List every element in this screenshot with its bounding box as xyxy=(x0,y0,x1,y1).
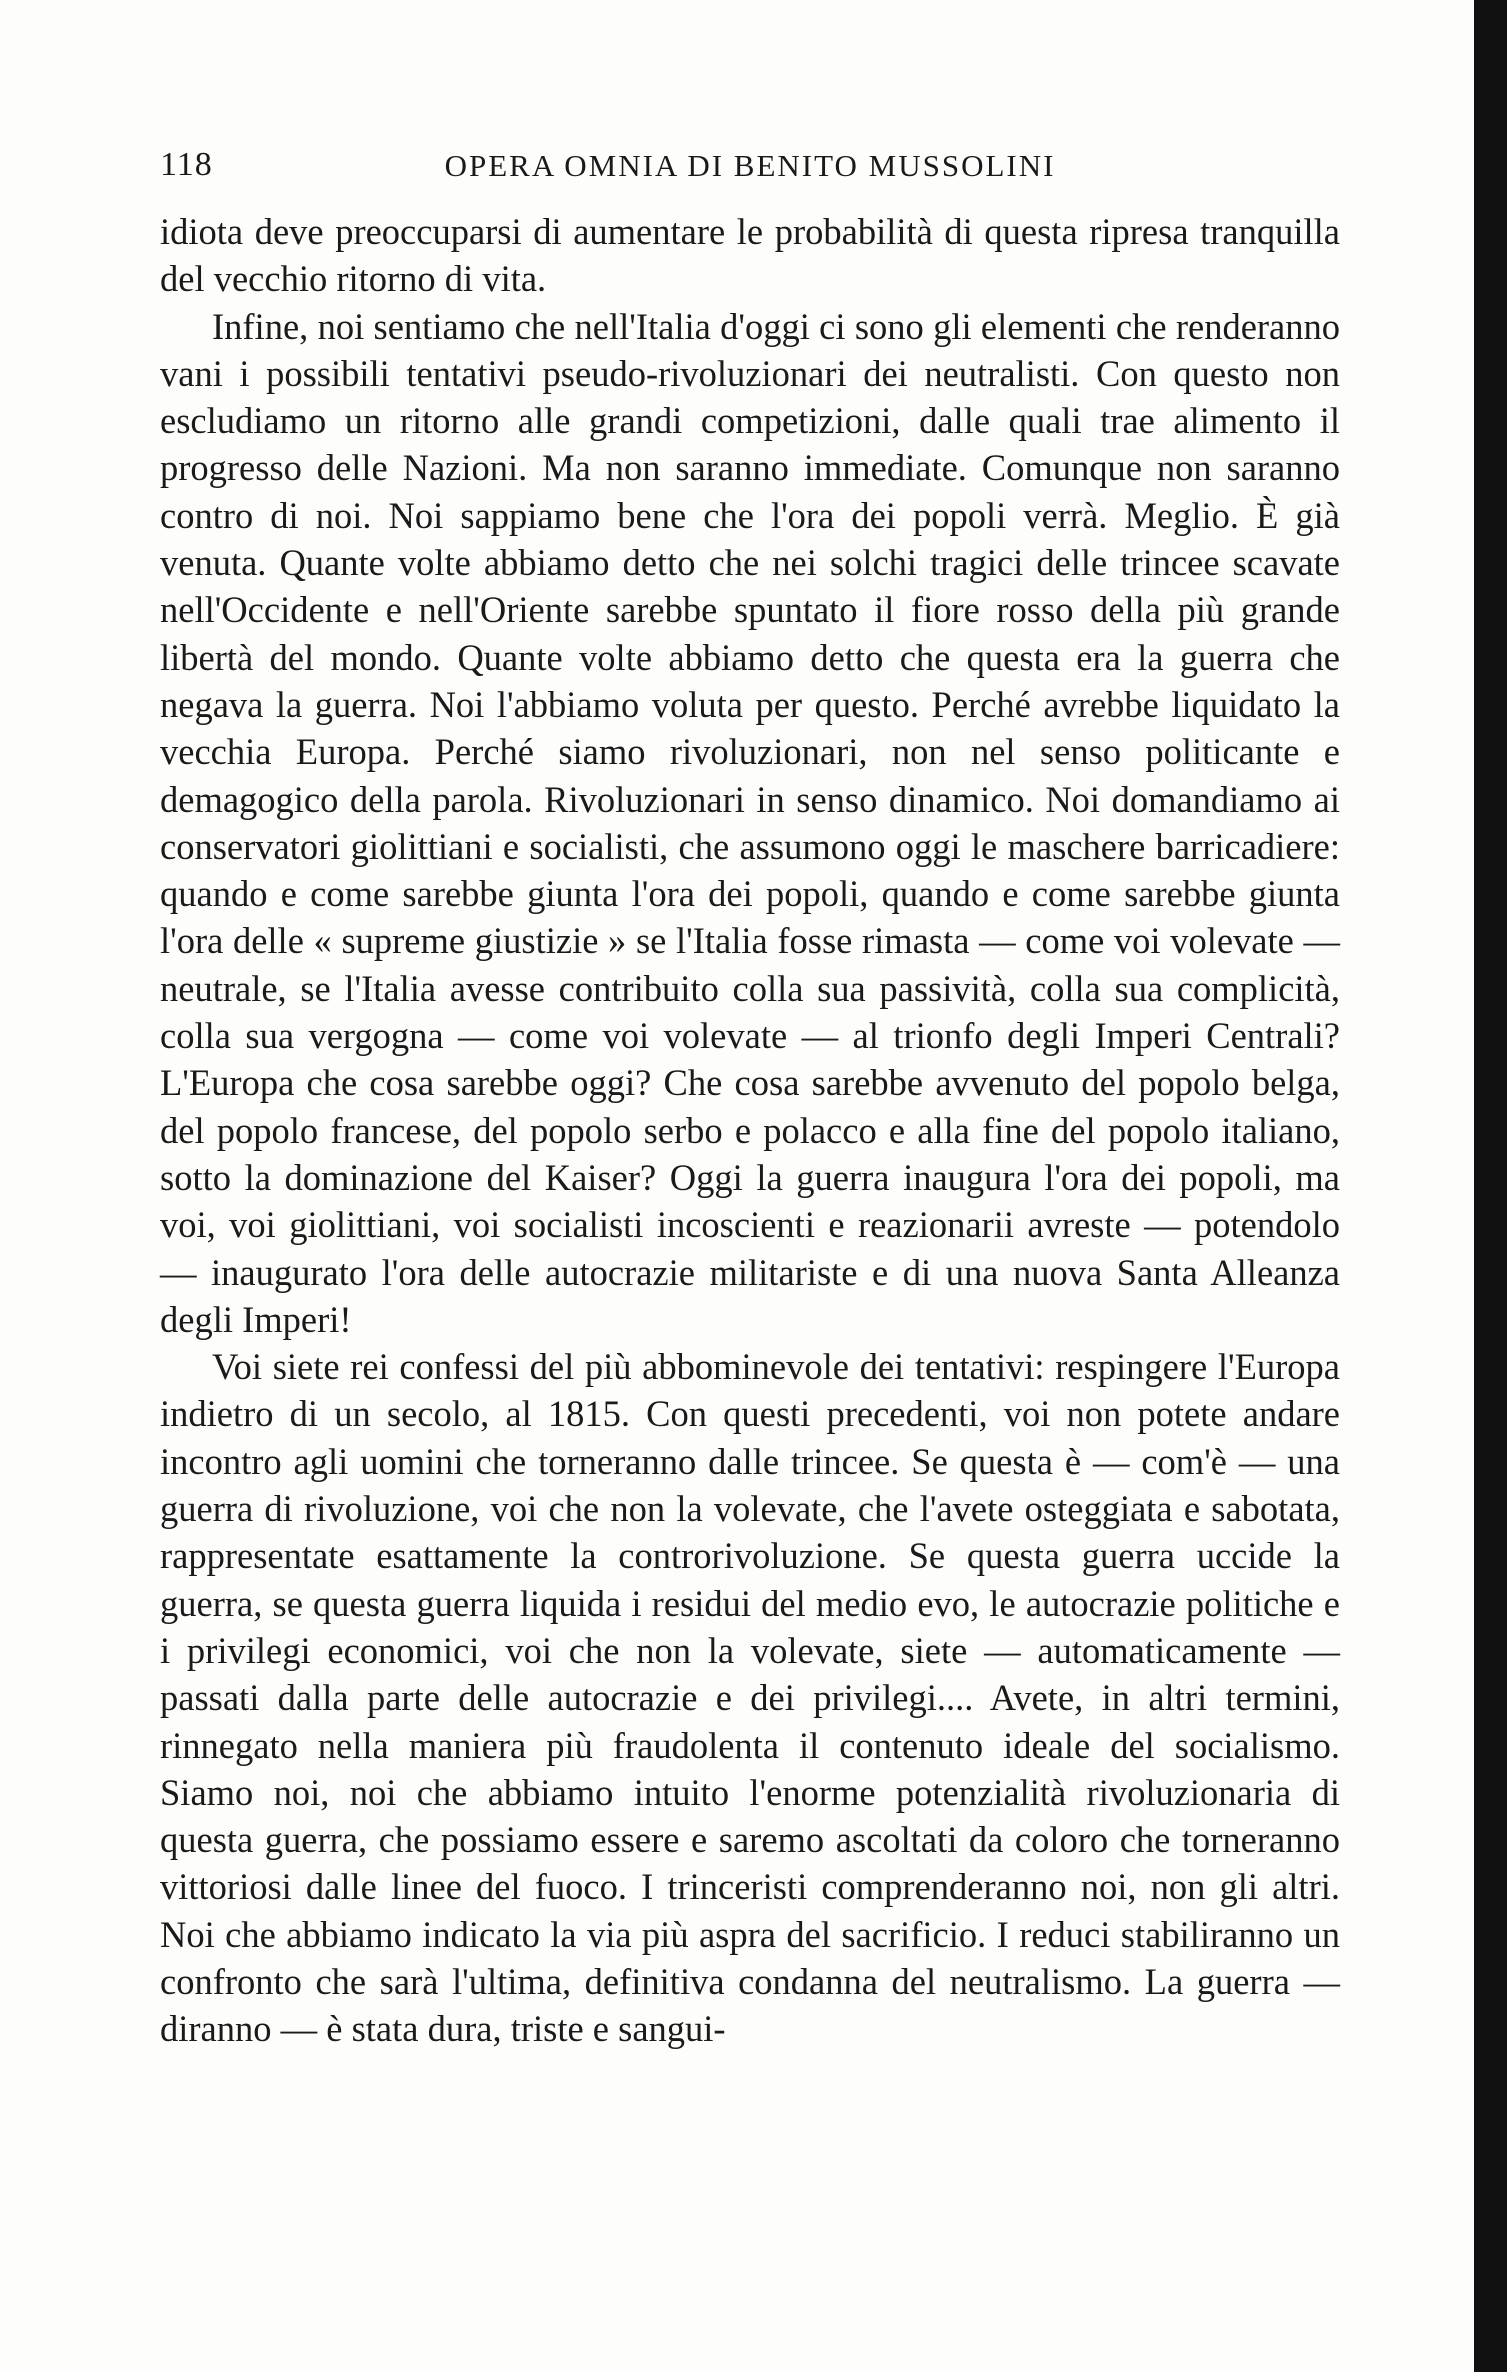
binding-shadow xyxy=(1474,0,1507,2372)
paragraph-continuation: idiota deve preoccuparsi di aumentare le probabilità di questa ripresa tranquilla del vecchio ritorno di vita. xyxy=(160,211,1340,300)
body-text xyxy=(160,208,1340,2053)
paragraph: Infine, noi sentiamo che nell'Italia d'oggi ci sono gli elementi che renderanno vani i possibili tentativi pseudo-rivoluzionari dei neutralisti. Con questo non escludiamo un ritorno alle grandi competizioni, dalle quali trae alimento il progresso delle Nazioni. Ma non saranno immediate. Comunque non saranno contro di noi. Noi sappiamo bene che l'ora dei popoli verrà. Meglio. È già venuta. Quante volte abbiamo detto che nei solchi tragici delle trincee scavate nell'Occidente e nell'Oriente sarebbe spuntato il fiore rosso della più grande libertà del mondo. Quante volte abbiamo detto che questa era la guerra che negava la guerra. Noi l'abbiamo voluta per questo. Perché avrebbe liquidato la vecchia Europa. Perché siamo rivoluzionari, non nel senso politicante e demagogico della parola. Rivoluzionari in senso dinamico. Noi domandiamo ai conservatori giolittiani e socialisti, che assumono oggi le maschere barricadiere: quando e come sarebbe giunta l'ora dei popoli, quando e come sarebbe giunta l'ora delle « supreme giustizie » se l'Italia fosse rimasta — come voi volevate — neutrale, se l'Italia avesse contribuito colla sua passività, colla sua complicità, colla sua vergogna — come voi volevate — al trionfo degli Imperi Centrali? L'Europa che cosa sarebbe oggi? Che cosa sarebbe avvenuto del popolo belga, del popolo francese, del popolo serbo e polacco e alla fine del popolo italiano, sotto la dominazione del Kaiser? Oggi la guerra inaugura l'ora dei popoli, ma voi, voi giolittiani, voi socialisti incoscienti e reazionarii avreste — potendolo — inaugurato l'ora delle autocrazie militariste e di una nuova Santa Alleanza degli Imperi! xyxy=(160,305,1340,1340)
page-header xyxy=(160,130,1340,190)
page-number: 118 xyxy=(160,146,213,183)
paragraph: Voi siete rei confessi del più abbominevole dei tentativi: respingere l'Europa indietro di un secolo, al 1815. Con questi precedenti, voi non potete andare incontro agli uomini che torneranno dalle trincee. Se questa è — com'è — una guerra di rivoluzione, voi che non la volevate, che l'avete osteggiata e sabotata, rappresentate esattamente la controrivoluzione. Se questa guerra uccide la guerra, se questa guerra liquida i residui del medio evo, le autocrazie politiche e i privilegi economici, voi che non la volevate, siete — automaticamente — passati dalla parte delle autocrazie e dei privilegi.... Avete, in altri termini, rinnegato nella maniera più fraudolenta il contenuto ideale del socialismo. Siamo noi, noi che abbiamo intuito l'enorme potenzialità rivoluzionaria di questa guerra, che possiamo essere e saremo ascoltati da coloro che torneranno vittoriosi dalle linee del fuoco. I trinceristi comprenderanno noi, non gli altri. Noi che abbiamo indicato la via più aspra del sacrificio. I reduci stabiliranno un confronto che sarà l'ultima, definitiva condanna del neutralismo. La guerra — diranno — è stata dura, triste e sangui- xyxy=(160,1346,1340,2050)
running-head: OPERA OMNIA DI BENITO MUSSOLINI xyxy=(444,148,1056,183)
